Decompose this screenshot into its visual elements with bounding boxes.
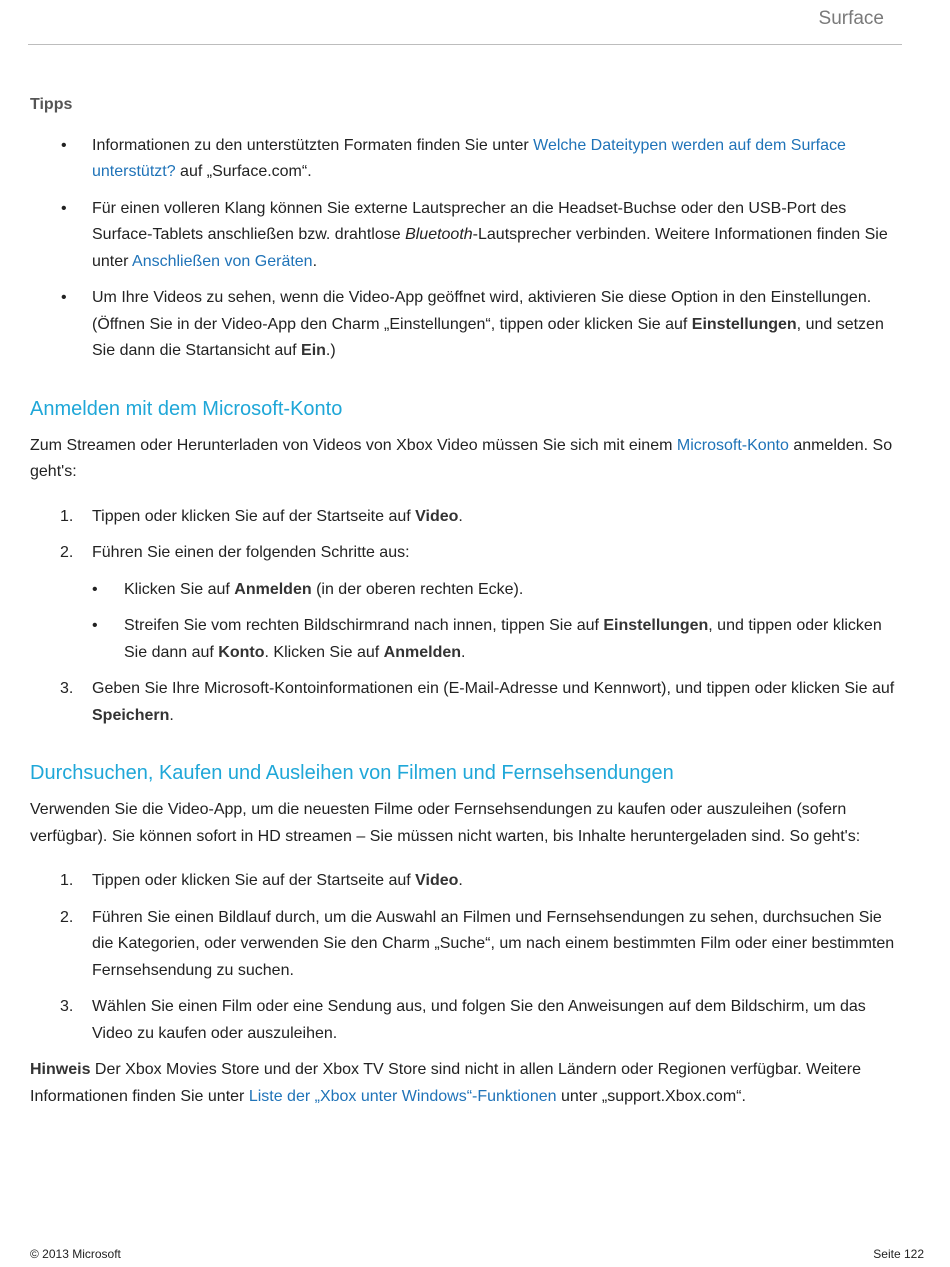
note-label: Hinweis (30, 1061, 91, 1078)
tip-bold: Einstellungen (691, 315, 797, 333)
tip-item-formats (30, 133, 902, 186)
browse-step-3 (30, 994, 902, 1047)
step-bold: Speichern (92, 706, 170, 724)
signin-step-2 (30, 540, 902, 666)
step-text: Geben Sie Ihre Microsoft-Kontoinformationen ein (E-Mail-Adresse und Kennwort), und tippen oder klicken Sie auf (92, 680, 895, 697)
note-text: unter „support.Xbox.com“. (556, 1087, 746, 1105)
step-text: Führen Sie einen Bildlauf durch, um die Auswahl an Filmen und Fernsehsendungen zu sehen, durchsuchen Sie die Kategorien, oder verwenden Sie den Charm „Suche“, um nach einem bestimmten Film oder einer bestimmten Fernsehsendung zu suchen. (92, 908, 895, 979)
tip-item-speakers (30, 196, 902, 276)
tips-title: Tipps (30, 96, 73, 113)
step-text: Tippen oder klicken Sie auf der Startseite auf (92, 872, 416, 889)
signin-substep-2 (92, 613, 902, 666)
footer-copyright: © 2013 Microsoft (30, 1247, 121, 1261)
browse-steps (30, 868, 902, 1047)
tip-emphasis: Bluetooth (405, 226, 473, 243)
tip-text: . (312, 252, 318, 270)
tips-list (30, 133, 902, 365)
browse-step-2 (30, 905, 902, 985)
signin-steps (30, 504, 902, 730)
step-bold: Konto (218, 643, 265, 661)
tip-text: , und setzen Sie dann die Startansicht auf (92, 315, 884, 359)
section-heading-browse: Durchsuchen, Kaufen und Ausleihen von Filmen und Fernsehsendungen (30, 762, 674, 784)
signin-step-1 (30, 504, 902, 531)
step-bold: Video (415, 507, 459, 525)
step-bold: Einstellungen (603, 617, 709, 634)
tip-bold: Ein (301, 342, 326, 359)
link-connect-devices[interactable]: Anschließen von Geräten (132, 252, 313, 270)
step-bold: Video (415, 872, 459, 889)
section-heading-signin: Anmelden mit dem Microsoft-Konto (30, 397, 343, 420)
tip-text: Um Ihre Videos zu sehen, wenn die Video-App geöffnet wird, aktivieren Sie diese Option in den Einstellungen. (Öffnen Sie in der Video-App den Charm „Einstellungen“, tippen oder klicken Sie auf (92, 289, 872, 333)
tip-text: Informationen zu den unterstützten Formaten finden Sie unter (92, 136, 534, 154)
tip-text: auf „Surface.com“. (175, 163, 312, 180)
tip-text: -Lautsprecher verbinden. Weitere Informationen finden Sie unter (92, 226, 888, 270)
step-number: 2. (60, 908, 74, 926)
link-supported-file-types[interactable]: Welche Dateitypen werden auf dem Surface unterstützt? (92, 136, 846, 180)
step-text: Klicken Sie auf (124, 580, 235, 598)
link-xbox-windows-features[interactable]: Liste der „Xbox unter Windows“-Funktionen (248, 1087, 557, 1105)
browse-step-1 (30, 868, 902, 895)
step-text: . (458, 872, 463, 889)
step-text: (in der oberen rechten Ecke). (311, 580, 524, 598)
step-bold: Anmelden (383, 643, 462, 661)
step-number: 3. (60, 680, 74, 697)
tip-text: Für einen volleren Klang können Sie externe Lautsprecher an die Headset-Buchse oder den USB-Port des Surface-Tablets anschließen bzw. drahtlose (92, 199, 847, 243)
intro-text: anmelden. So geht's: (30, 436, 893, 480)
signin-substeps (92, 577, 902, 667)
browse-intro: Verwenden Sie die Video-App, um die neuesten Filme oder Fernsehsendungen zu kaufen oder auszuleihen (sofern verfügbar). Sie können sofort in HD streamen – Sie müssen nicht warten, bis Inhalte heruntergeladen sind. So geht's: (30, 801, 861, 845)
intro-text: Zum Streamen oder Herunterladen von Videos von Xbox Video müssen Sie sich mit einem (30, 436, 677, 454)
step-text: Wählen Sie einen Film oder eine Sendung aus, und folgen Sie den Anweisungen auf dem Bildschirm, um das Video zu kaufen oder auszuleihen. (92, 998, 866, 1042)
step-number: 2. (60, 544, 74, 561)
step-text: . (169, 706, 174, 724)
tip-item-startview (30, 285, 902, 365)
step-number: 3. (60, 998, 74, 1015)
signin-substep-1 (92, 577, 902, 604)
header-divider (28, 44, 902, 45)
footer-page-number: Seite 122 (873, 1247, 924, 1261)
step-number: 1. (60, 872, 74, 889)
step-text: Führen Sie einen der folgenden Schritte aus: (92, 544, 410, 561)
step-number: 1. (60, 507, 74, 525)
step-bold: Anmelden (234, 580, 312, 598)
link-microsoft-account[interactable]: Microsoft-Konto (676, 436, 789, 454)
browse-note (30, 1057, 902, 1110)
note-text: Der Xbox Movies Store und der Xbox TV Store sind nicht in allen Ländern oder Regionen verfügbar. Weitere Informationen finden Sie unter (30, 1061, 861, 1105)
step-text: , und tippen oder klicken Sie dann auf (124, 617, 882, 661)
header-brand: Surface (818, 8, 884, 29)
step-text: . Klicken Sie auf (264, 643, 384, 661)
tip-text: .) (325, 342, 336, 359)
step-text: Streifen Sie vom rechten Bildschirmrand nach innen, tippen Sie auf (124, 617, 604, 634)
step-text: Tippen oder klicken Sie auf der Startseite auf (92, 507, 416, 525)
step-text: . (458, 507, 463, 525)
step-text: . (461, 643, 466, 661)
page-content (30, 92, 902, 1128)
signin-intro (30, 433, 902, 486)
signin-step-3 (30, 676, 902, 729)
